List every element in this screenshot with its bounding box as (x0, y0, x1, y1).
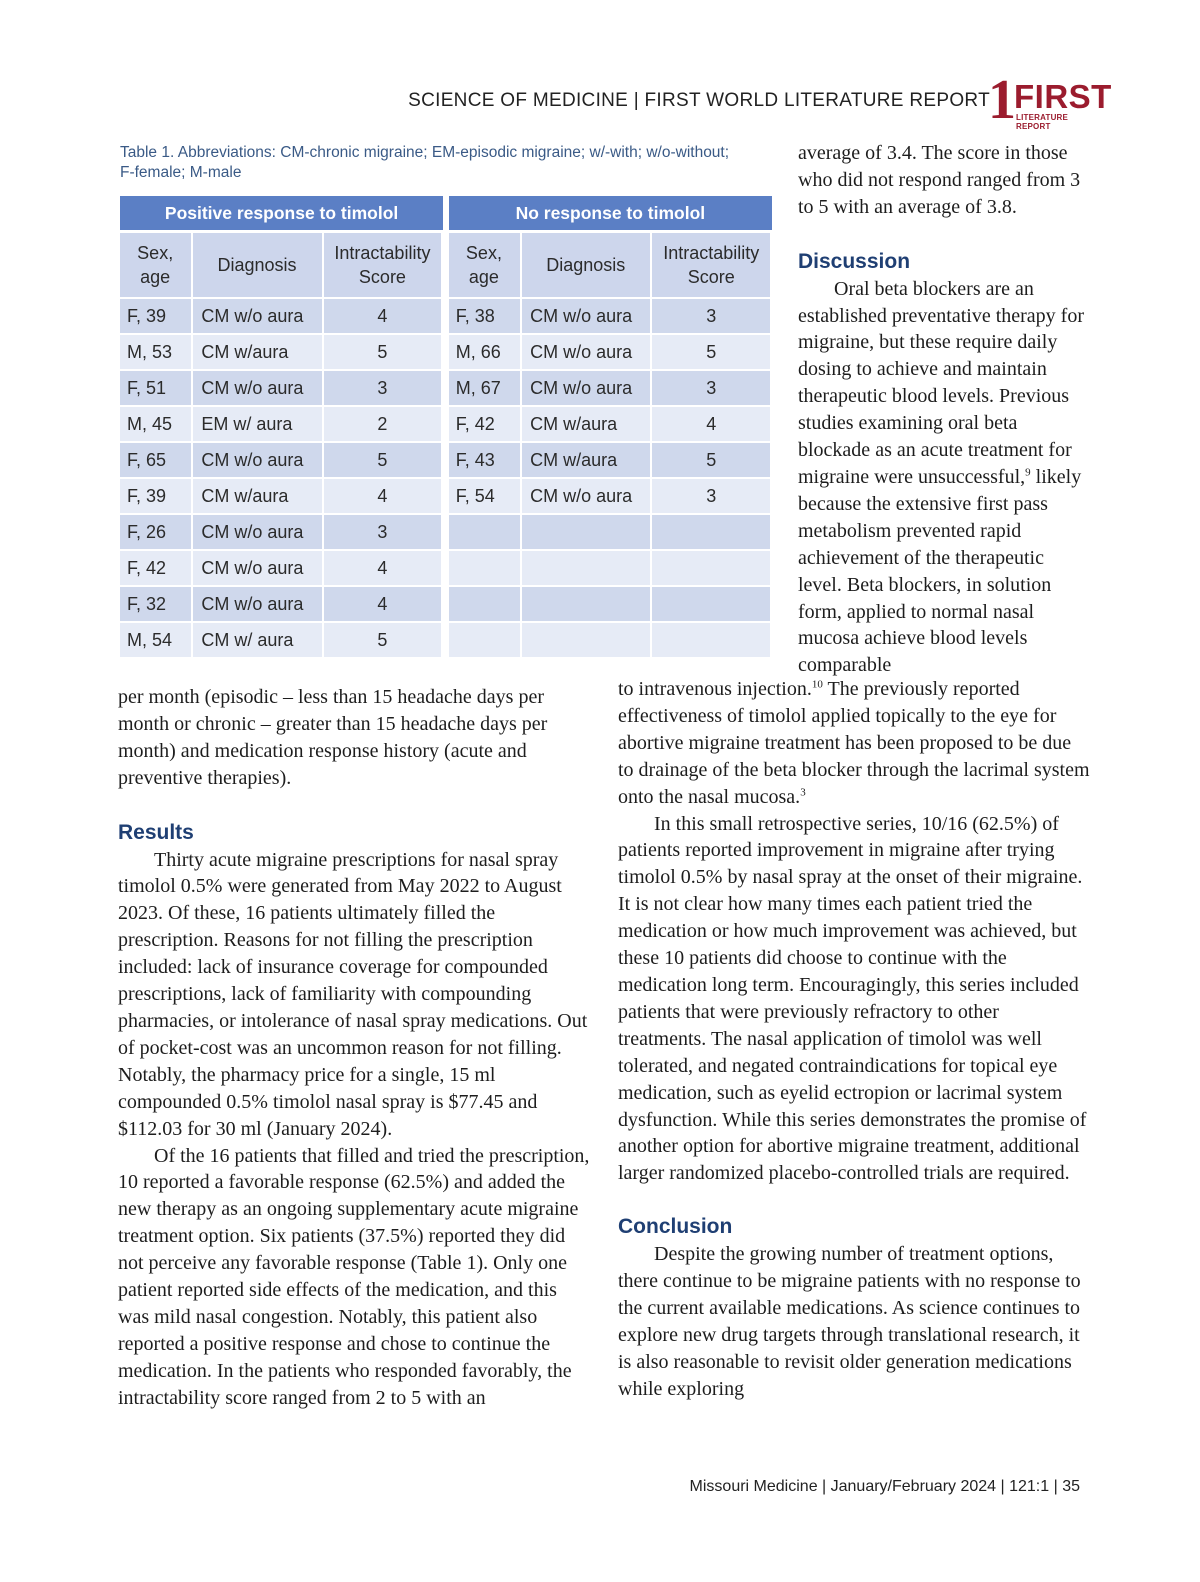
cell-score-positive: 4 (324, 477, 444, 513)
results-paragraph-2: Of the 16 patients that filled and tried the prescription, 10 reported a favorable response (62.5%) and added the new therapy as an ongoing supplementary acute migraine treatment option. Six patients (37.5%) reported they did not perceive any favorable response (Table 1). Only one patient reported side effects of the medication, and this was mild nasal congestion. Notably, this patient also reported a positive response and chose to continue the medication. In the patients who responded favorably, the intractability score ranged from 2 to 5 with an (118, 1144, 590, 1409)
cell-score-positive: 2 (324, 405, 444, 441)
cell-sex-age-positive: F, 32 (120, 585, 193, 621)
citation-9: 9 (1025, 466, 1031, 479)
table-row (120, 441, 772, 477)
citation-3: 3 (800, 785, 806, 798)
conclusion-paragraph-1: Despite the growing number of treatment options, there continue to be migraine patients with no response to the current available medications. As science continues to explore new drug targets through translational research, it is also reasonable to revisit older generation medications while exploring (618, 1243, 1081, 1400)
cell-diagnosis-none (522, 513, 652, 549)
cell-sex-age-positive: F, 51 (120, 369, 193, 405)
cell-sex-age-none: M, 66 (449, 333, 522, 369)
results-table (120, 196, 772, 657)
cell-sex-age-none: F, 43 (449, 441, 522, 477)
cell-sex-age-positive: M, 53 (120, 333, 193, 369)
cell-sex-age-positive: M, 54 (120, 621, 193, 657)
cell-diagnosis-positive: CM w/o aura (193, 513, 323, 549)
cell-score-none: 3 (652, 477, 772, 513)
cell-score-positive: 5 (324, 333, 444, 369)
table-row (120, 477, 772, 513)
cell-sex-age-none: F, 38 (449, 297, 522, 333)
cell-sex-age-none (449, 621, 522, 657)
cell-score-positive: 4 (324, 549, 444, 585)
cell-diagnosis-none: CM w/aura (522, 441, 652, 477)
logo-numeral: 1 (988, 69, 1016, 131)
cell-score-positive: 5 (324, 621, 444, 657)
results-heading: Results (118, 820, 194, 844)
cell-score-none (652, 513, 772, 549)
col-header-sex-age: Sex, age (449, 230, 522, 297)
table-row (120, 585, 772, 621)
cell-score-none (652, 549, 772, 585)
cell-sex-age-positive: F, 39 (120, 477, 193, 513)
group-header-positive: Positive response to timolol (120, 196, 443, 230)
conclusion-heading: Conclusion (618, 1215, 733, 1239)
results-continuation: average of 3.4. The score in those who did not respond ranged from 3 to 5 with an average of 3.8. (798, 142, 1081, 218)
discussion-heading: Discussion (798, 249, 911, 273)
cell-score-none (652, 621, 772, 657)
cell-diagnosis-none (522, 549, 652, 585)
cell-score-none (652, 585, 772, 621)
cell-sex-age-positive: F, 26 (120, 513, 193, 549)
running-head: SCIENCE OF MEDICINE | FIRST WORLD LITERATURE REPORT (408, 90, 990, 111)
cell-diagnosis-positive: CM w/o aura (193, 585, 323, 621)
cell-diagnosis-none: CM w/o aura (522, 477, 652, 513)
table-row (120, 621, 772, 657)
cell-score-none: 3 (652, 369, 772, 405)
cell-score-none: 5 (652, 441, 772, 477)
discussion-paragraph-1-cont: to intravenous injection.$^{10}$ The previously reported effectiveness of timolol applied topically to the eye for abortive migraine treatment has been proposed to be due to drainage of the beta blocker through the lacrimal system onto the nasal mucosa.$^3$ (618, 678, 1090, 808)
cell-score-none: 4 (652, 405, 772, 441)
cell-diagnosis-none: CM w/o aura (522, 369, 652, 405)
cell-diagnosis-none: CM w/o aura (522, 297, 652, 333)
cell-diagnosis-positive: CM w/aura (193, 333, 323, 369)
table-row (120, 369, 772, 405)
logo-subtitle: LITERATURE REPORT (1016, 113, 1069, 131)
cell-diagnosis-positive: CM w/o aura (193, 297, 323, 333)
cell-score-positive: 4 (324, 297, 444, 333)
cell-diagnosis-none (522, 621, 652, 657)
page-footer: Missouri Medicine | January/February 2024 | 121:1 | 35 (689, 1478, 1080, 1495)
left-column-main (118, 684, 590, 1412)
cell-sex-age-positive: M, 45 (120, 405, 193, 441)
cell-score-positive: 4 (324, 585, 444, 621)
cell-score-positive: 5 (324, 441, 444, 477)
table-caption: Table 1. Abbreviations: CM-chronic migraine; EM-episodic migraine; w/-with; w/o-without; F-female; M-male (120, 144, 730, 181)
cell-diagnosis-none: CM w/aura (522, 405, 652, 441)
journal-logo (988, 69, 1112, 131)
discussion-paragraph-2: In this small retrospective series, 10/16 (62.5%) of patients reported improvement in migraine after trying timolol 0.5% by nasal spray at the onset of their migraine. It is not clear how many times each patient tried the medication or how much improvement was achieved, but these 10 patients did choose to continue with the medication long term. Encouragingly, this series included patients that were previously refractory to other treatments. The nasal application of timolol was well tolerated, and negated contraindications for topical eye medication, such as eyelid ectropion or lacrimal system dysfunction. While this series demonstrates the promise of another option for abortive migraine treatment, additional larger randomized placebo-controlled trials are required. (618, 812, 1087, 1185)
right-column-main (618, 676, 1090, 1403)
cell-score-none: 3 (652, 297, 772, 333)
cell-diagnosis-positive: CM w/aura (193, 477, 323, 513)
results-paragraph-1: Thirty acute migraine prescriptions for nasal spray timolol 0.5% were generated from May 2022 to August 2023. Of these, 16 patients ultimately filled the prescription. Reasons for not filling the prescription included: lack of insurance coverage for compounded prescriptions, lack of familiarity with compounding pharmacies, or intolerance of nasal spray medications. Out of pocket-cost was an uncommon reason for not filling. Notably, the pharmacy price for a single, 15 ml compounded 0.5% timolol nasal spray is $77.45 and $112.03 for 30 ml (January 2024). (118, 848, 588, 1140)
col-header-sex-age: Sex, age (120, 230, 193, 297)
cell-diagnosis-none: CM w/o aura (522, 333, 652, 369)
col-header-score: Intractability Score (652, 230, 772, 297)
table-row (120, 549, 772, 585)
col-header-diagnosis: Diagnosis (193, 230, 323, 297)
cell-score-none: 5 (652, 333, 772, 369)
cell-diagnosis-positive: CM w/o aura (193, 369, 323, 405)
cell-sex-age-none: F, 42 (449, 405, 522, 441)
col-header-diagnosis: Diagnosis (522, 230, 652, 297)
cell-diagnosis-positive: CM w/o aura (193, 441, 323, 477)
cell-sex-age-none (449, 549, 522, 585)
cell-sex-age-none: M, 67 (449, 369, 522, 405)
cell-sex-age-none: F, 54 (449, 477, 522, 513)
table-row (120, 405, 772, 441)
cell-sex-age-none (449, 513, 522, 549)
cell-sex-age-positive: F, 65 (120, 441, 193, 477)
cell-diagnosis-none (522, 585, 652, 621)
cell-sex-age-positive: F, 39 (120, 297, 193, 333)
cell-diagnosis-positive: EM w/ aura (193, 405, 323, 441)
logo-word: FIRST (1014, 78, 1112, 115)
table-row (120, 513, 772, 549)
col-header-score: Intractability Score (324, 230, 444, 297)
right-column-top (798, 140, 1090, 679)
table-row (120, 297, 772, 333)
cell-score-positive: 3 (324, 513, 444, 549)
discussion-paragraph-1: Oral beta blockers are an established preventative therapy for migraine, but these require daily dosing to achieve and maintain therapeutic blood levels. Previous studies examining oral beta blockade as an acute treatment for migraine were unsuccessful,$^9$ likely because the extensive first pass metabolism prevented rapid achievement of the therapeutic level. Beta blockers, in solution form, applied to normal nasal mucosa achieve blood levels comparable (798, 277, 1084, 677)
cell-sex-age-none (449, 585, 522, 621)
citation-10: 10 (811, 678, 823, 691)
group-header-none: No response to timolol (449, 196, 772, 230)
cell-score-positive: 3 (324, 369, 444, 405)
cell-diagnosis-positive: CM w/o aura (193, 549, 323, 585)
cell-diagnosis-positive: CM w/ aura (193, 621, 323, 657)
methods-tail: per month (episodic – less than 15 headache days per month or chronic – greater than 15 headache days per month) and medication response history (acute and preventive therapies). (118, 686, 548, 789)
cell-sex-age-positive: F, 42 (120, 549, 193, 585)
table-row (120, 333, 772, 369)
